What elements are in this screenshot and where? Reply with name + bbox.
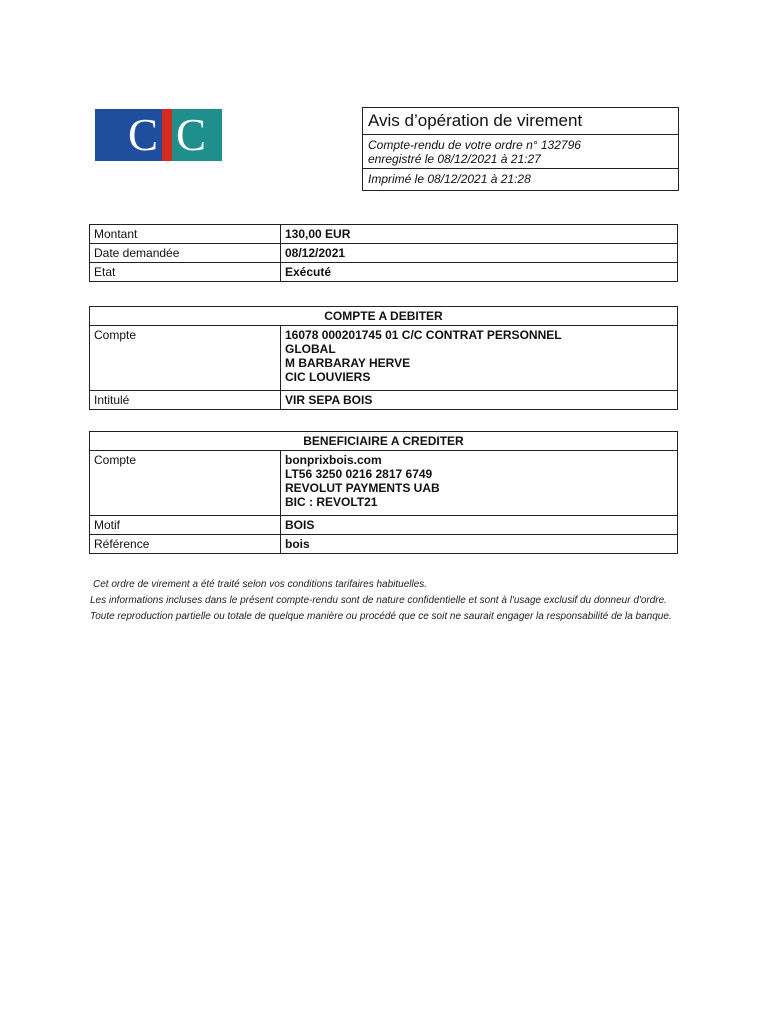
logo-blue-block	[95, 109, 162, 161]
debit-title-value: VIR SEPA BOIS	[281, 391, 678, 410]
debit-heading: COMPTE A DEBITER	[90, 307, 678, 326]
table-row	[90, 535, 678, 554]
table-row	[90, 391, 678, 410]
cic-logo	[95, 109, 222, 161]
requested-date-label: Date demandée	[90, 244, 281, 263]
reference-label: Référence	[90, 535, 281, 554]
notice-title: Avis d’opération de virement	[363, 108, 678, 135]
beneficiary-account-line: REVOLUT PAYMENTS UAB	[285, 481, 440, 495]
debit-account-value	[281, 326, 678, 391]
amount-value: 130,00 EUR	[281, 225, 678, 244]
order-info	[363, 135, 678, 169]
beneficiary-account-line: LT56 3250 0216 2817 6749	[285, 467, 433, 481]
status-value: Exécuté	[281, 263, 678, 282]
beneficiary-account-label: Compte	[90, 451, 281, 516]
note-liability: Toute reproduction partielle ou totale de quelque manière ou procédé que ce soit ne saurait engager la responsabilité de la banque.	[90, 611, 672, 622]
table-row	[90, 516, 678, 535]
logo-letter-left: C	[127, 110, 158, 160]
table-row	[90, 263, 678, 282]
note-confidentiality: Les informations incluses dans le présent compte-rendu sont de nature confidentielle et sont à l'usage exclusif du donneur d'ordre.	[90, 595, 667, 606]
table-row	[90, 326, 678, 391]
amount-label: Montant	[90, 225, 281, 244]
logo-red-bar	[162, 109, 172, 161]
motif-label: Motif	[90, 516, 281, 535]
legal-notes	[90, 577, 680, 625]
logo-teal-block	[172, 109, 222, 161]
notice-header-box	[362, 107, 679, 191]
beneficiary-heading: BENEFICIAIRE A CREDITER	[90, 432, 678, 451]
printed-date: Imprimé le 08/12/2021 à 21:28	[368, 172, 531, 186]
order-number: Compte-rendu de votre ordre n° 132796	[368, 138, 581, 152]
table-row	[90, 244, 678, 263]
debit-account-label: Compte	[90, 326, 281, 391]
debit-title-label: Intitulé	[90, 391, 281, 410]
beneficiary-account-value	[281, 451, 678, 516]
summary-table	[89, 224, 678, 282]
beneficiary-account-line: bonprixbois.com	[285, 453, 382, 467]
beneficiary-table	[89, 431, 678, 554]
debit-account-line: CIC LOUVIERS	[285, 370, 371, 384]
logo-letter-right: C	[176, 110, 207, 160]
table-row	[90, 225, 678, 244]
debit-account-line: GLOBAL	[285, 342, 336, 356]
table-row	[90, 451, 678, 516]
table-row	[90, 307, 678, 326]
motif-value: BOIS	[281, 516, 678, 535]
status-label: Etat	[90, 263, 281, 282]
debit-account-line: M BARBARAY HERVE	[285, 356, 411, 370]
debit-account-line: 16078 000201745 01 C/C CONTRAT PERSONNEL	[285, 328, 562, 342]
reference-value: bois	[281, 535, 678, 554]
note-processing: Cet ordre de virement a été traité selon vos conditions tarifaires habituelles.	[93, 579, 428, 590]
order-registered-date: enregistré le 08/12/2021 à 21:27	[368, 152, 541, 166]
table-row	[90, 432, 678, 451]
debit-account-table	[89, 306, 678, 410]
requested-date-value: 08/12/2021	[281, 244, 678, 263]
beneficiary-account-line: BIC : REVOLT21	[285, 495, 378, 509]
